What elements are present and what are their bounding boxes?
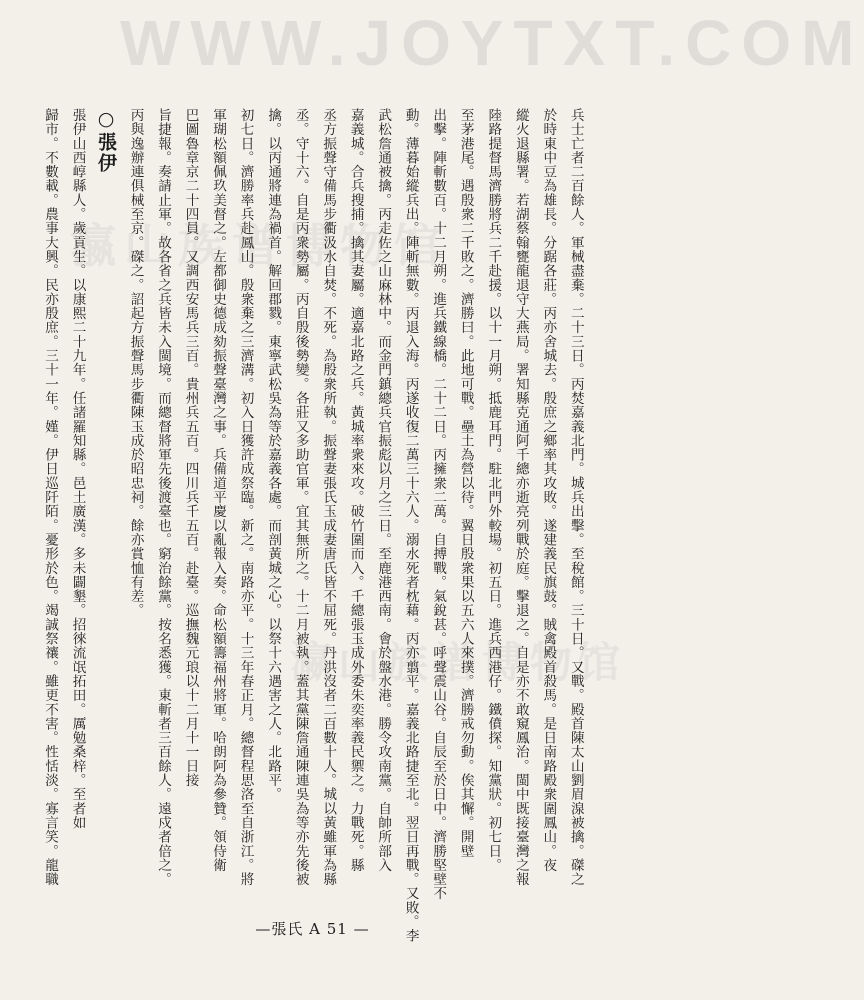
text-column: 初七日。濟勝率兵赴鳳山。殷衆棄之三濟溝。初入日獲許成祭臨。新之。南路亦平。十三年春正月。總督程思洛至自浙江。將 bbox=[237, 108, 254, 887]
watermark-top: WWW.JOYTXT.COM bbox=[120, 7, 864, 79]
text-column: 嘉義城。合兵搜捕。擒其妻屬。適嘉北路之兵。黃城率衆來攻。破竹圍而入。千總張玉成外委朱奕率義民禦之。力戰死。縣 bbox=[347, 108, 364, 873]
text-column: 縱火退縣署。若湖蔡翰甕龍退守大燕局。署知縣克通阿千總亦逝亮列戰於庭。擊退之。自是亦不敢窺鳳治。閩中既接臺灣之報 bbox=[512, 108, 529, 887]
text-column: 於時東中豆為雄長。分踞各莊。丙亦舍城去。殷庶之鄉率其攻敗。遂建義民旗鼓。賊禽殿首殺馬。是日南路殿衆圍鳳山。夜 bbox=[540, 108, 557, 873]
text-column: 動。薄暮始縱兵出。陣斬無數。丙退入海。丙遂收復二萬三十六人。溺水死者枕藉。丙亦翦平。嘉義北路捷至北。翌日再戰。又敗。李 bbox=[402, 108, 419, 943]
text-column: 出擊。陣斬數百。十二月朔。進兵鐵線橋。二十二日。丙擁衆二萬。自搏戰。氣銳甚。呼聲震山谷。自辰至於日中。濟勝堅壁不 bbox=[430, 108, 447, 901]
watermark-lower: 瀛山族谱博物馆 bbox=[290, 639, 627, 686]
text-column: 丞。守十六。自是丙衆勢屬。丙自殷後勢變。各莊又多助官軍。宜其無所之。十二月被執。蓋其黨陳詹通陳連吳為等亦先後被 bbox=[292, 108, 309, 887]
text-column: 丞方振聲守備馬步衢汲水自焚。不死。為殷衆所執。振聲妻張氏玉成妻唐氏皆不屈死。丹洪沒者二百數十人。城以黃雖軍為縣 bbox=[320, 108, 337, 887]
text-column: 丙與逸辦連俱械至京。磔之。詔起方振聲馬步衢陳玉成於昭忠祠。餘亦賞恤有差。 bbox=[127, 108, 144, 618]
text-column: 陸路提督馬濟勝將兵二千赴援。以十一月朔。抵鹿耳門。駐北門外較場。初五日。進兵西港仔。鐵僨探。知黨狀。初七日。 bbox=[485, 108, 502, 873]
biography-heading bbox=[95, 108, 117, 868]
biography-text-column: 張伊山西崞縣人。歲貢生。以康熙二十九年。任諸羅知縣。邑土廣漢。多未闢墾。招徠流氓拓田。厲勉桑梓。至者如 bbox=[69, 108, 86, 830]
text-column: 武松詹通被擒。丙走佐之山麻林中。而金門鎮總兵官振彪以月之三日。至鹿港西南。會於盤水港。勝令攻南黨。自帥所部入 bbox=[375, 108, 392, 873]
text-column: 兵士亡者二百餘人。軍械盡棄。二十三日。丙焚嘉義北門。城兵出擊。至稅館。三十日。又戰。殿首陳太山劉眉湶被擒。磔之 bbox=[567, 108, 584, 887]
biography-text-column: 歸市。不數載。農事大興。民亦殷庶。三十一年。嫤。伊日巡阡陌。憂形於色。竭誠祭禳。雖更不害。性恬淡。寡言笑。龍職 bbox=[42, 108, 58, 887]
page-footer: —張氏 A 51 — bbox=[255, 920, 370, 938]
biography-title: 張伊 bbox=[95, 132, 118, 174]
text-column: 軍瑚松額佩玖美督之。左都御史德成劾振聲臺灣之事。兵備道平慶以亂報入奏。命松額籌福州將軍。哈朗阿為參贊。領侍衛 bbox=[210, 108, 227, 873]
text-column: 擒。以丙通將連為禍首。解回郡戮。東寧武松吳為等於嘉義各處。而剖黃城之心。以祭十六遇害之人。北路平。 bbox=[265, 108, 282, 802]
text-column: 至茅港尾。遇殷衆二千敗之。濟勝曰。此地可戰。壘土為營以待。翼日殷衆果以五六人來撲。濟勝戒勿動。俟其懈。開壁 bbox=[457, 108, 474, 858]
circle-marker-icon: ○ bbox=[95, 108, 118, 132]
text-column: 旨捷報。奏請止軍。故各省之兵皆未入閩境。而總督將軍先後渡臺也。窮治餘黨。按名悉獲。東斬者三百餘人。遠戍者倍之。 bbox=[155, 108, 172, 887]
text-column: 巴圖魯章京二十四員。又調西安馬兵三百。貴州兵五百。四川兵千五百。赴臺。巡撫魏元琅以十二月十一日接 bbox=[182, 108, 199, 788]
watermark-middle: 瀛山族谱博物馆 bbox=[70, 220, 448, 272]
